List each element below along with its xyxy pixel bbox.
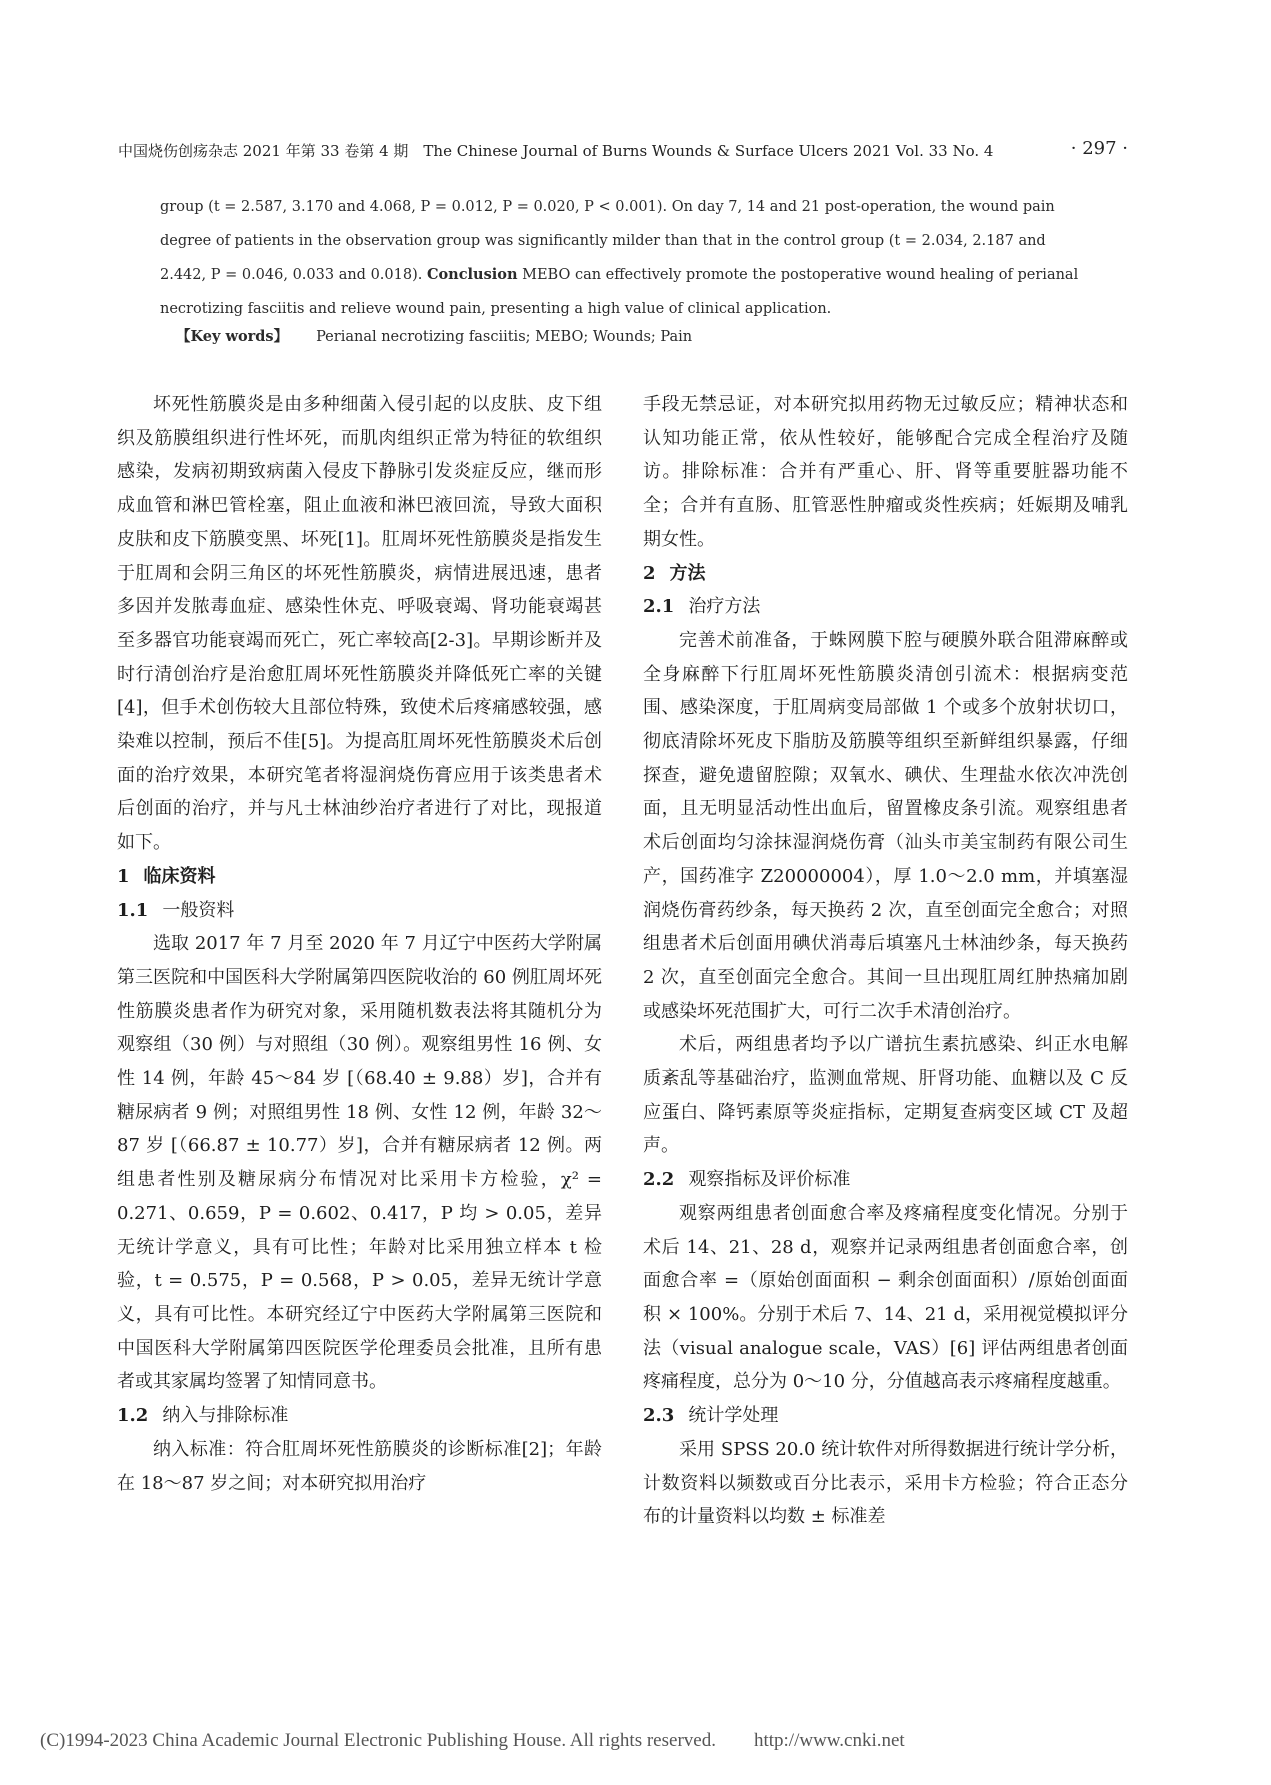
section-heading-1-1: 1.1 一般资料 (117, 899, 235, 921)
page-number: · 297 · (1070, 138, 1128, 159)
abstract-continuation (160, 190, 1096, 326)
left-column (117, 388, 602, 1500)
running-header (118, 138, 1128, 162)
section-heading-2-2: 2.2 观察指标及评价标准 (643, 1169, 851, 1191)
keywords (176, 322, 1096, 352)
abstract-text-2: MEBO can effectively promote the postoperative wound healing of perianal necrotizing fasciitis and relieve wound pain, presenting a high value of clinical application. (160, 267, 1079, 317)
paragraph-2-2: 观察两组患者创面愈合率及疼痛程度变化情况。分别于术后 14、21、28 d，观察并记录两组患者创面愈合率，创面愈合率 =（原始创面面积 − 剩余创面面积）/原始创面面积 × 100%。分别于术后 7、14、21 d，采用视觉模拟评分法（visual analogue scale，VAS）[6] 评估两组患者创面疼痛程度，总分为 0～10 分，分值越高表示疼痛程度越重。 (643, 1202, 1128, 1393)
paragraph-continued: 手段无禁忌证，对本研究拟用药物无过敏反应；精神状态和认知功能正常，依从性较好，能够配合完成全程治疗及随访。排除标准：合并有严重心、肝、肾等重要脏器功能不全；合并有直肠、肛管恶性肿瘤或炎性疾病；妊娠期及哺乳期女性。 (643, 394, 1128, 550)
keywords-label: 【Key words】 (176, 328, 289, 345)
section-heading-1: 1 临床资料 (117, 865, 216, 887)
paragraph-1-2: 纳入标准：符合肛周坏死性筋膜炎的诊断标准[2]；年龄在 18～87 岁之间；对本研究拟用治疗 (117, 1438, 602, 1494)
abstract-text-1: group (t = 2.587, 3.170 and 4.068, P = 0.012, P = 0.020, P < 0.001). On day 7, 14 and 21 post-operation, the wound pain degree of patients in the observation group was significantly milder than that in the control group (t = 2.034, 2.187 and 2.442, P = 0.046, 0.033 and 0.018). (160, 199, 1055, 283)
section-heading-2-1: 2.1 治疗方法 (643, 596, 761, 618)
journal-title: 中国烧伤创疡杂志 2021 年第 33 卷第 4 期 The Chinese Journal of Burns Wounds & Surface Ulcers 2021 Vol. 33 No. 4 (118, 142, 994, 160)
section-heading-2: 2 方法 (643, 562, 706, 584)
paragraph-1-1: 选取 2017 年 7 月至 2020 年 7 月辽宁中医药大学附属第三医院和中国医科大学附属第四医院收治的 60 例肛周坏死性筋膜炎患者作为研究对象，采用随机数表法将其随机分为观察组（30 例）与对照组（30 例）。观察组男性 16 例、女性 14 例，年龄 45～84 岁 [（68.40 ± 9.88）岁]，合并有糖尿病者 9 例；对照组男性 18 例、女性 12 例，年龄 32～87 岁 [（66.87 ± 10.77）岁]，合并有糖尿病者 12 例。两组患者性别及糖尿病分布情况对比采用卡方检验，χ² = 0.271、0.659，P = 0.602、0.417，P 均 > 0.05，差异无统计学意义，具有可比性；年龄对比采用独立样本 t 检验，t = 0.575，P = 0.568，P > 0.05，差异无统计学意义，具有可比性。本研究经辽宁中医药大学附属第三医院和中国医科大学附属第四医院医学伦理委员会批准，且所有患者或其家属均签署了知情同意书。 (117, 933, 602, 1393)
keywords-text: Perianal necrotizing fasciitis; MEBO; Wounds; Pain (316, 329, 693, 345)
paragraph-2-1-b: 术后，两组患者均予以广谱抗生素抗感染、纠正水电解质紊乱等基础治疗，监测血常规、肝肾功能、血糖以及 C 反应蛋白、降钙素原等炎症指标，定期复查病变区域 CT 及超声。 (643, 1034, 1128, 1157)
section-heading-2-3: 2.3 统计学处理 (643, 1405, 779, 1427)
paragraph-2-3: 采用 SPSS 20.0 统计软件对所得数据进行统计学分析，计数资料以频数或百分比表示，采用卡方检验；符合正态分布的计量资料以均数 ± 标准差 (643, 1438, 1128, 1528)
intro-paragraph: 坏死性筋膜炎是由多种细菌入侵引起的以皮肤、皮下组织及筋膜组织进行性坏死，而肌肉组织正常为特征的软组织感染，发病初期致病菌入侵皮下静脉引发炎症反应，继而形成血管和淋巴管栓塞，阻止血液和淋巴液回流，导致大面积皮肤和皮下筋膜变黑、坏死[1]。肛周坏死性筋膜炎是指发生于肛周和会阴三角区的坏死性筋膜炎，病情进展迅速，患者多因并发脓毒血症、感染性休克、呼吸衰竭、肾功能衰竭甚至多器官功能衰竭而死亡，死亡率较高[2-3]。早期诊断并及时行清创治疗是治愈肛周坏死性筋膜炎并降低死亡率的关键[4]，但手术创伤较大且部位特殊，致使术后疼痛感较强，感染难以控制，预后不佳[5]。为提高肛周坏死性筋膜炎术后创面的治疗效果，本研究笔者将湿润烧伤膏应用于该类患者术后创面的治疗，并与凡士林油纱治疗者进行了对比，现报道如下。 (117, 394, 602, 854)
paragraph-2-1-a: 完善术前准备，于蛛网膜下腔与硬膜外联合阻滞麻醉或全身麻醉下行肛周坏死性筋膜炎清创引流术：根据病变范围、感染深度，于肛周病变局部做 1 个或多个放射状切口，彻底清除坏死皮下脂肪及筋膜等组织至新鲜组织暴露，仔细探查，避免遗留腔隙；双氧水、碘伏、生理盐水依次冲洗创面，且无明显活动性出血后，留置橡皮条引流。观察组患者术后创面均匀涂抹湿润烧伤膏（汕头市美宝制药有限公司生产，国药准字 Z20000004），厚 1.0～2.0 mm，并填塞湿润烧伤膏药纱条，每天换药 2 次，直至创面完全愈合；对照组患者术后创面用碘伏消毒后填塞凡士林油纱条，每天换药 2 次，直至创面完全愈合。其间一旦出现肛周红肿热痛加剧或感染坏死范围扩大，可行二次手术清创治疗。 (643, 629, 1128, 1022)
copyright-footer: (C)1994-2023 China Academic Journal Electronic Publishing House. All rights reserved. http://www.cnki.net (40, 1730, 905, 1751)
section-heading-1-2: 1.2 纳入与排除标准 (117, 1405, 289, 1427)
right-column (643, 388, 1128, 1534)
conclusion-label: Conclusion (426, 266, 518, 283)
